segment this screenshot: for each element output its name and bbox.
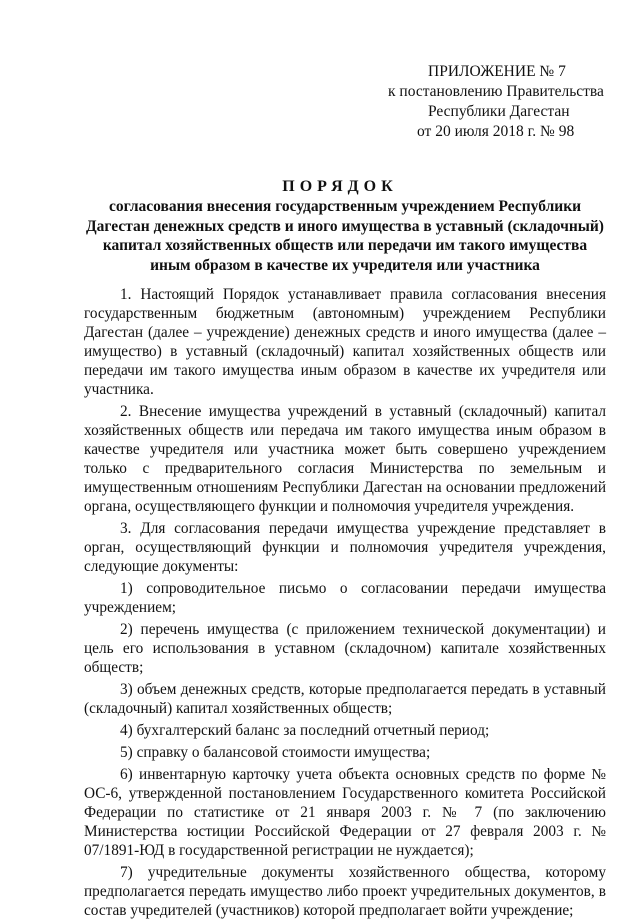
paragraph-1: 1. Настоящий Порядок устанавливает правила согласования внесения государственным бюджетным (автономным) учреждением Республики Дагестан (далее – учреждение) денежных средств и иного имущества (далее – имущество) в уставный (складочный) капитал хозяйственных обществ или передачи им такого имущества иным образом в качестве их учредителя или участника.: [84, 286, 606, 398]
paragraph-3: 3. Для согласования передачи имущества учреждение представляет в орган, осуществляющий функции и полномочия учредителя учреждения, следующие документы:: [84, 520, 606, 575]
document-subtitle: согласования внесения государственным учреждением Республики Дагестан денежных средств и иного имущества в уставный (складочный) капитал хозяйственных обществ или передачи им такого имущества иным образом в качестве их учредителя или участника: [86, 198, 604, 274]
paragraph-2: 2. Внесение имущества учреждений в уставный (складочный) капитал хозяйственных обществ или передача им такого имущества иным образом в качестве учредителя или участника может быть совершено учреждением только с предварительного согласия Министерства по земельным и имущественным отношениям Республики Дагестан на основании предложений органа, осуществляющего функции и полномочия учредителя учреждения.: [84, 403, 606, 515]
list-item-3: 3) объем денежных средств, которые предполагается передать в уставный (складочный) капитал хозяйственных обществ;: [84, 681, 606, 717]
document-title: ПОРЯДОК: [282, 178, 398, 195]
list-item-5: 5) справку о балансовой стоимости имущества;: [120, 744, 431, 761]
appendix-date: от 20 июля 2018 г. № 98: [417, 123, 575, 140]
list-item-2: 2) перечень имущества (с приложением технической документации) и цель его использования в уставном (складочном) капитале хозяйственных обществ;: [84, 621, 606, 676]
list-item-4: 4) бухгалтерский баланс за последний отчетный период;: [120, 722, 490, 739]
appendix-header: [388, 62, 604, 142]
list-item-7: 7) учредительные документы хозяйственного общества, которому предполагается передать имущество либо проект учредительных документов, в состав учредителей (участников) которой предполагает войти учреждение;: [84, 864, 606, 919]
document-body: [84, 285, 606, 923]
appendix-number: ПРИЛОЖЕНИЕ № 7: [428, 63, 566, 80]
list-item-1: 1) сопроводительное письмо о согласовании передачи имущества учреждением;: [84, 580, 606, 616]
appendix-region: Республики Дагестан: [428, 103, 570, 120]
appendix-resolution-ref: к постановлению Правительства: [388, 83, 604, 100]
list-item-6: 6) инвентарную карточку учета объекта основных средств по форме № ОС-6, утвержденной постановлением Государственного комитета Российской Федерации по статистике от 21 января 2003 г. № 7 (по заключению Министерства юстиции Российской Федерации от 27 февраля 2003 г. № 07/1891-ЮД в государственной регистрации не нуждается);: [84, 766, 606, 859]
